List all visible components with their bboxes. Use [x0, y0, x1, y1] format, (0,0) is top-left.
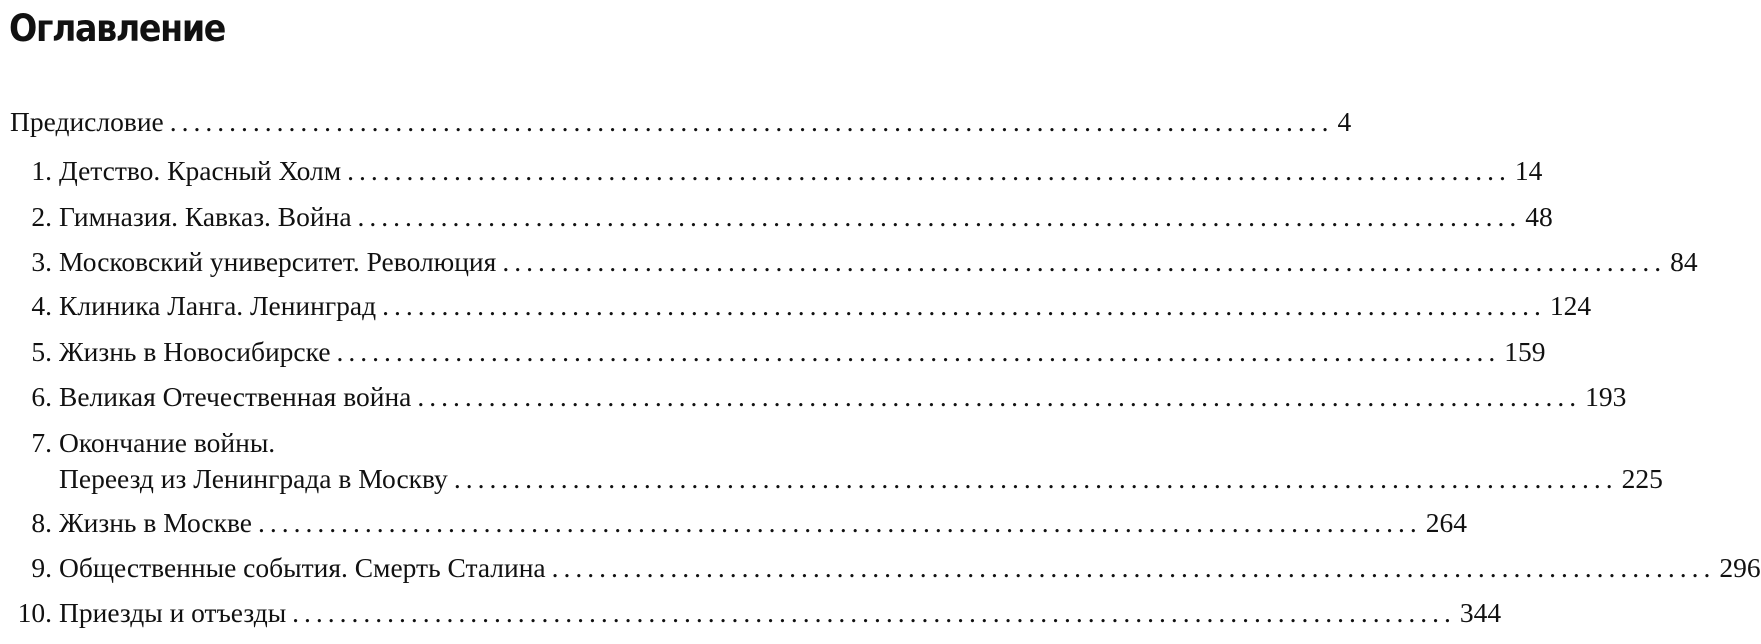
toc-line	[10, 104, 1352, 140]
dot-leader: ..................................................................................................	[336, 336, 1501, 367]
toc-line	[59, 550, 1761, 586]
toc-line	[59, 379, 1627, 415]
toc-chapter-number: 8.	[31, 507, 52, 538]
toc-chapter-number: 10.	[17, 597, 52, 628]
toc-chapter-number: 7.	[31, 427, 52, 458]
page-title: Оглавление	[9, 7, 226, 50]
toc-page-number: 264	[1425, 507, 1468, 538]
toc-chapter-number: 2.	[31, 201, 52, 232]
toc-line	[59, 334, 1546, 370]
toc-entry-title: Жизнь в Москве	[59, 507, 253, 538]
toc-entry-title: Переезд из Ленинграда в Москву	[59, 463, 448, 494]
toc-line	[59, 505, 1468, 541]
toc-entry-title: Жизнь в Новосибирске	[59, 336, 331, 367]
toc-chapter-number: 1.	[31, 155, 52, 186]
toc-entry-title: Детство. Красный Холм	[59, 155, 342, 186]
toc-page-number: 159	[1504, 336, 1546, 367]
toc-page-number: 193	[1585, 381, 1627, 412]
dot-leader: ..................................................................................................	[453, 463, 1618, 494]
dot-leader: ..................................................................................................	[551, 552, 1716, 583]
toc-line	[59, 288, 1592, 324]
toc-entry-title: Приезды и отъезды	[59, 597, 287, 628]
toc-page-number: 84	[1670, 246, 1698, 277]
dot-leader: ..................................................................................................	[292, 597, 1456, 628]
toc-page-number: 14	[1514, 155, 1543, 186]
dot-leader: ..................................................................................................	[382, 290, 1546, 321]
toc-entry-title-line1: Окончание войны.	[59, 427, 276, 458]
toc-line	[59, 595, 1502, 631]
toc-entry-title: Великая Отечественная война	[59, 381, 412, 412]
toc-chapter-number: 3.	[31, 246, 52, 277]
toc-entry-title: Московский университет. Революция	[59, 246, 497, 277]
toc-line	[59, 199, 1553, 235]
toc-entry-chapter-7[interactable]	[0, 425, 1663, 497]
toc-page-number: 124	[1549, 290, 1592, 321]
toc-line	[59, 244, 1698, 280]
toc-chapter-number: 9.	[31, 552, 52, 583]
toc-chapter-number: 5.	[31, 336, 52, 367]
toc-entry-title: Гимназия. Кавказ. Война	[59, 201, 352, 232]
dot-leader: ..................................................................................................	[169, 106, 1334, 137]
toc-entry-title: Клиника Ланга. Ленинград	[59, 290, 377, 321]
dot-leader: ..................................................................................................	[347, 155, 1511, 186]
dot-leader: ..................................................................................................	[357, 201, 1522, 232]
toc-page-number: 344	[1459, 597, 1502, 628]
dot-leader: ..................................................................................................	[417, 381, 1582, 412]
toc-line	[59, 153, 1543, 189]
toc-line	[59, 461, 1663, 497]
toc-page-number: 225	[1621, 463, 1663, 494]
dot-leader: ..................................................................................................	[502, 246, 1667, 277]
toc-page-number: 48	[1525, 201, 1553, 232]
toc-page-number: 296	[1719, 552, 1761, 583]
dot-leader: ..................................................................................................	[258, 507, 1422, 538]
toc-entry-title: Общественные события. Смерть Сталина	[59, 552, 546, 583]
toc-chapter-number: 6.	[31, 381, 52, 412]
toc-entry-title: Предисловие	[10, 106, 164, 137]
toc-chapter-number: 4.	[31, 290, 52, 321]
toc-page-number: 4	[1337, 106, 1352, 137]
